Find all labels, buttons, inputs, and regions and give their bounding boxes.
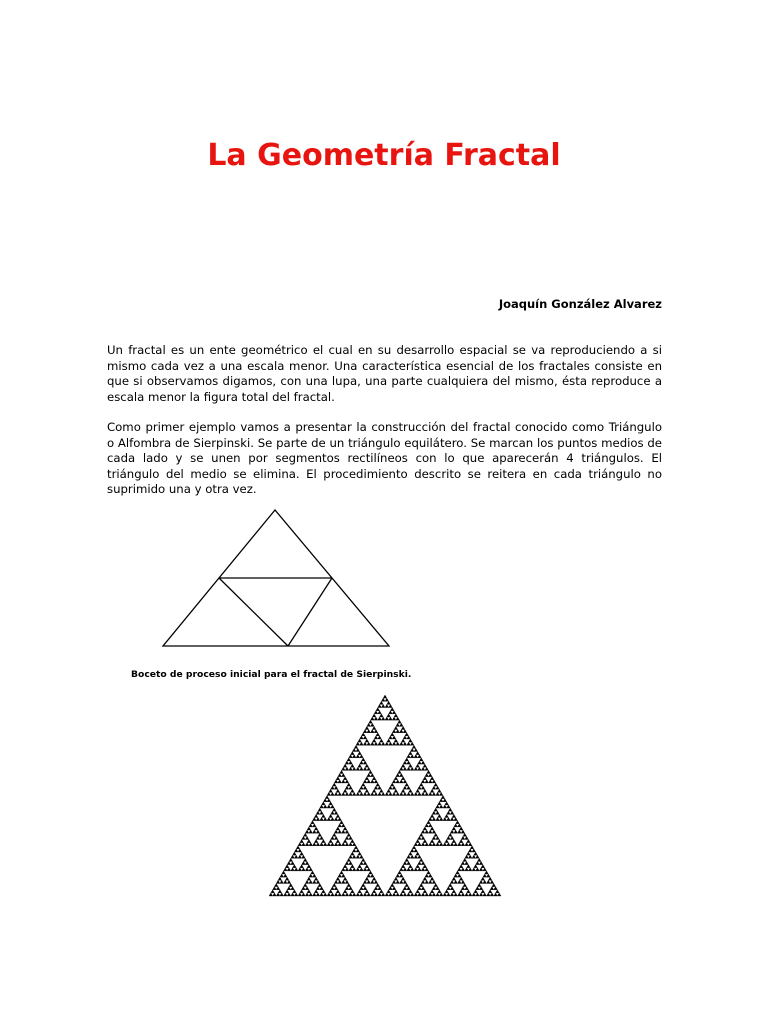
page-title: La Geometría Fractal <box>207 138 561 173</box>
figure-caption: Boceto de proceso inicial para el fractal de Sierpinski. <box>131 669 412 680</box>
sierpinski-sketch-figure <box>160 507 392 649</box>
paragraph-sierpinski: Como primer ejemplo vamos a presentar la construcción del fractal conocido como Triángulo o Alfombra de Sierpinski. Se parte de un triángulo equilátero. Se marcan los puntos medios de cada lado y se unen por segmentos rectilíneos con lo que aparecerán 4 triángulos. El triángulo del medio se elimina. El procedimiento descrito se reitera en cada triángulo no suprimido una y otra vez. <box>107 420 662 497</box>
sierpinski-fractal-figure <box>268 693 502 898</box>
author-name: Joaquín González Alvarez <box>498 297 662 311</box>
midline-left <box>219 578 288 646</box>
paragraph-intro: Un fractal es un ente geométrico el cual en su desarrollo espacial se va reproduciendo a si mismo cada vez a una escala menor. Una característica esencial de los fractales consiste en que si observamos digamos, con una lupa, una parte cualquiera del mismo, ésta reproduce a escala menor la figura total del fractal. <box>107 343 662 404</box>
sierpinski-fractal-shape <box>269 695 501 896</box>
midline-right <box>288 578 332 646</box>
